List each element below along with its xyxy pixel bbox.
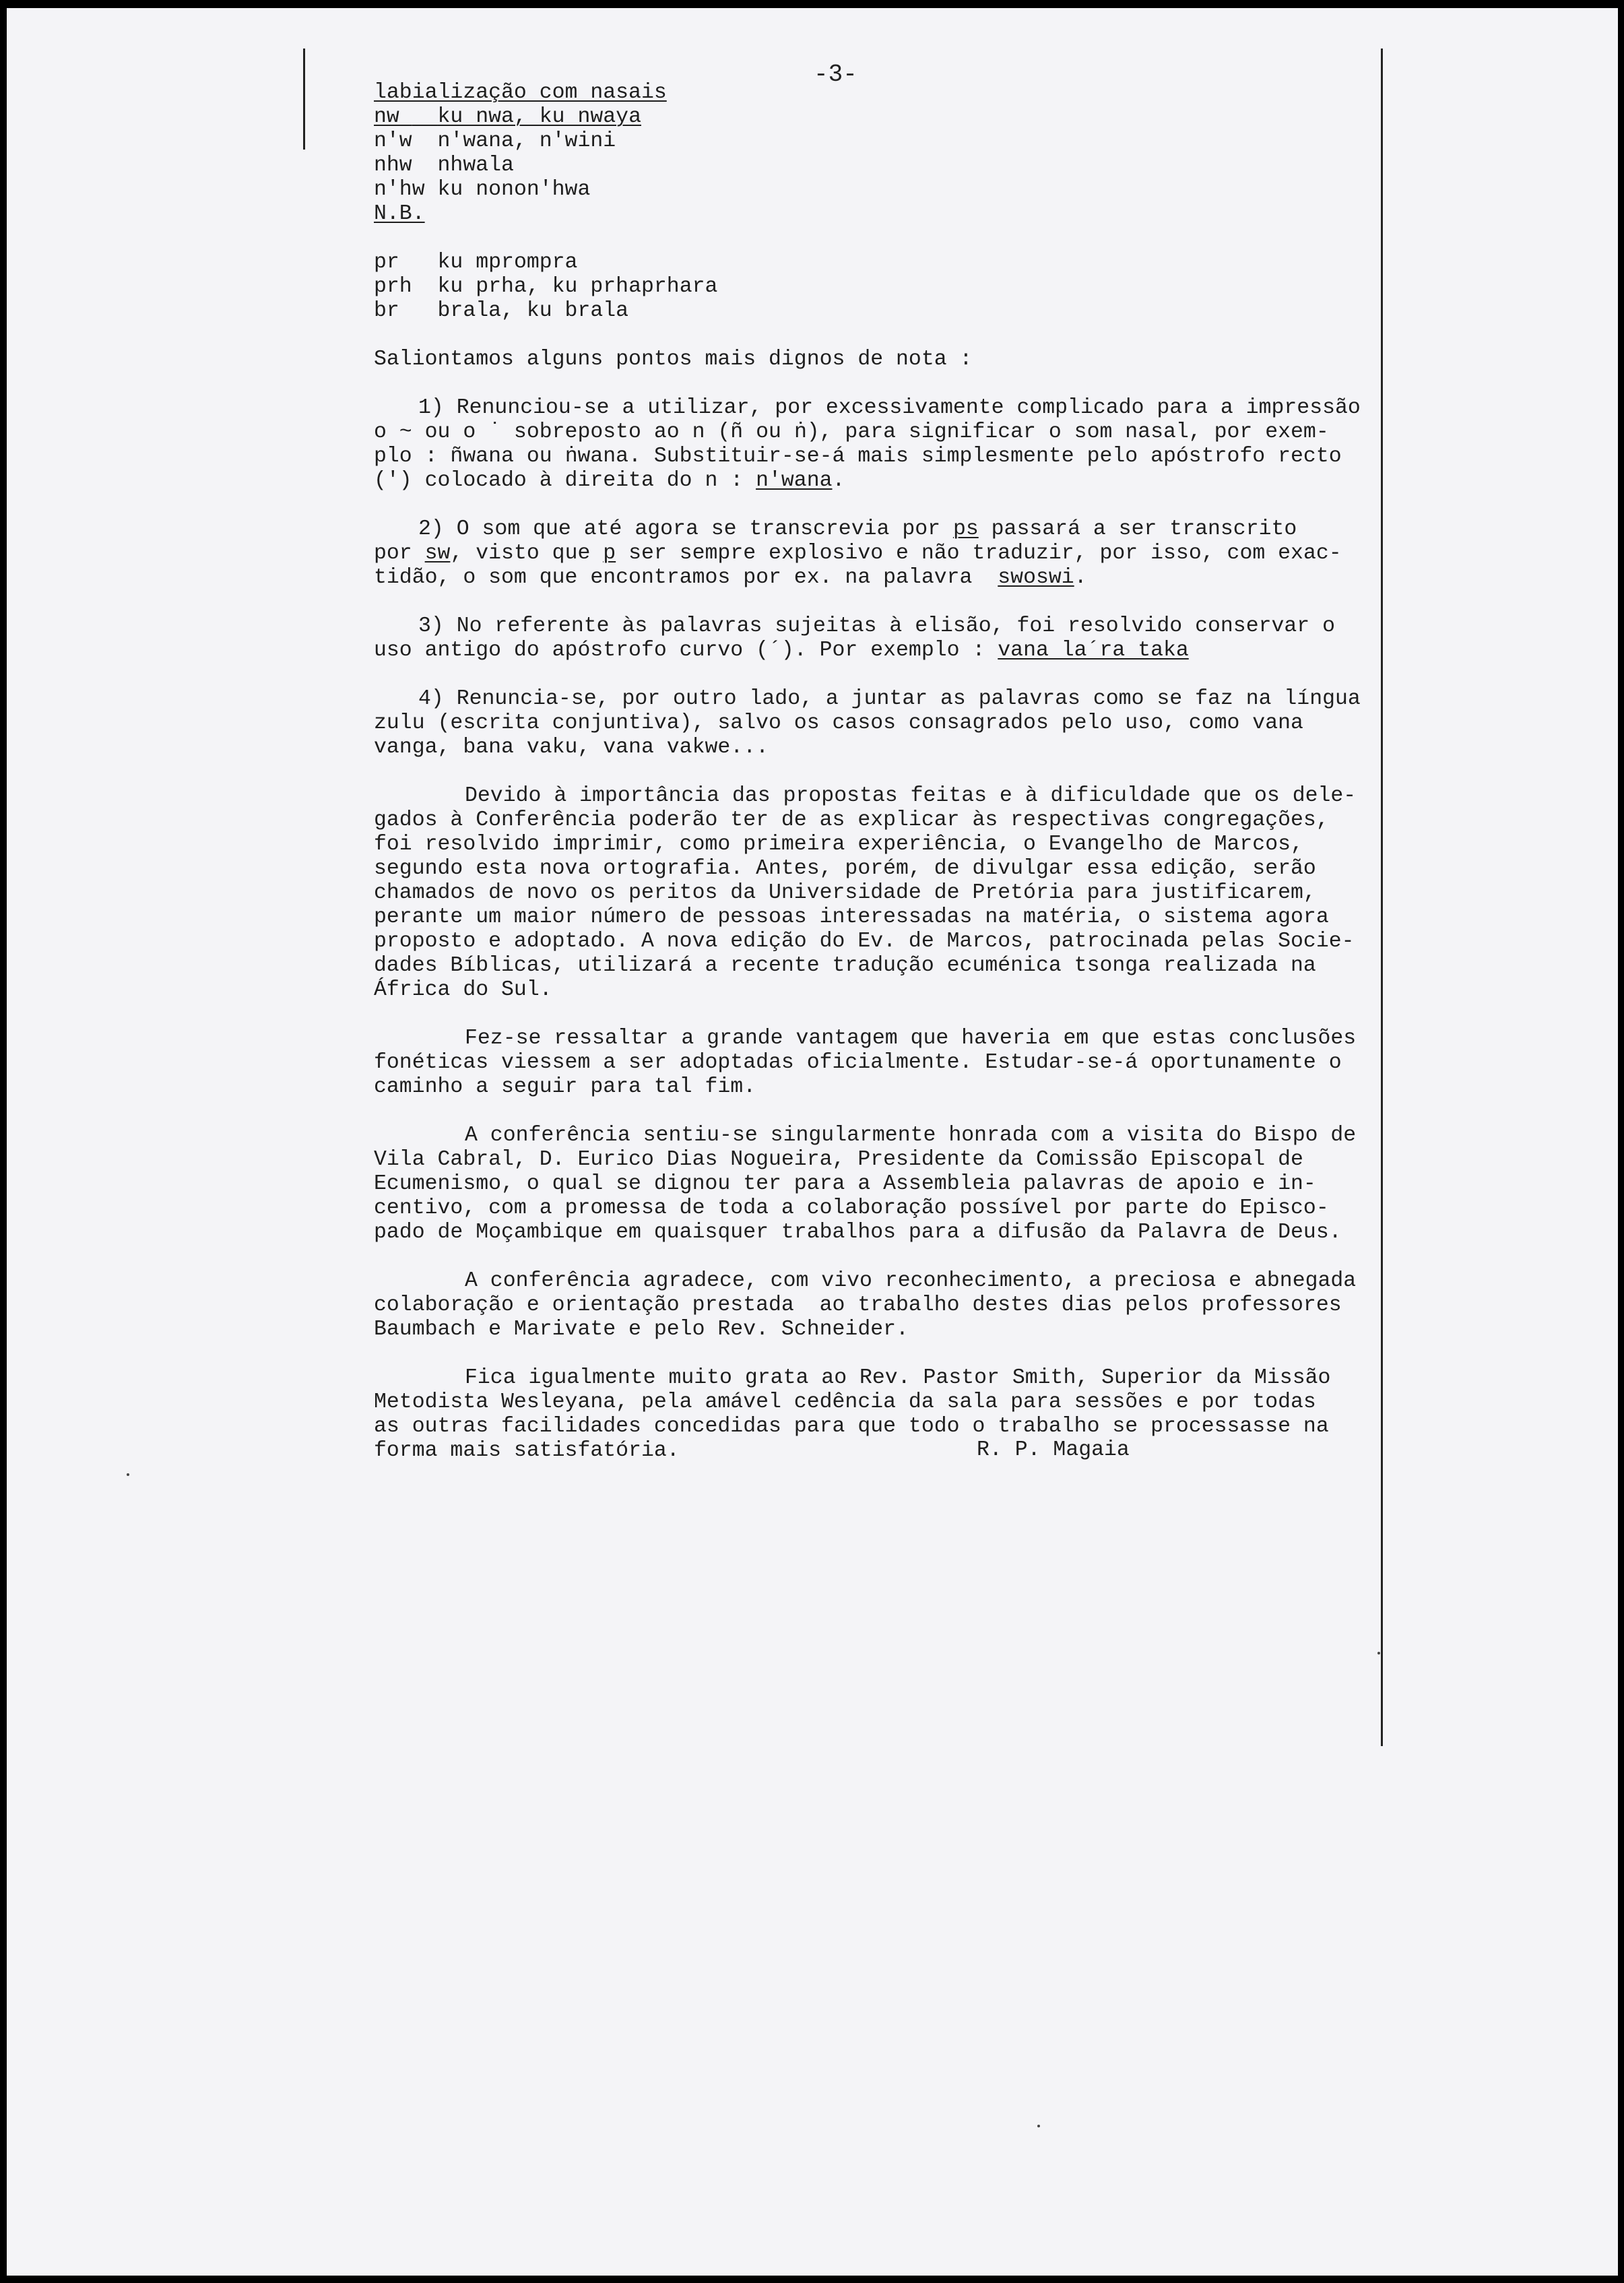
nb-row: br brala, ku brala <box>374 299 629 323</box>
intro-text: Saliontamos alguns pontos mais dignos de nota : <box>374 348 973 371</box>
text-line: 4) Renuncia-se, por outro lado, a juntar as palavras como se faz na língua <box>418 687 1361 711</box>
text-line: Devido à importância das propostas feitas e à dificuldade que os dele- <box>465 784 1357 808</box>
text-line: chamados de novo os peritos da Universidade de Pretória para justificarem, <box>374 881 1316 905</box>
labial-row: nhw nhwala <box>374 154 514 177</box>
text-line: caminho a seguir para tal fim. <box>374 1075 756 1099</box>
signature: R. P. Magaia <box>977 1438 1130 1462</box>
paragraph-importancia <box>374 784 1357 1002</box>
text-line: centivo, com a promessa de toda a colaboração possível por parte do Episco- <box>374 1196 1329 1220</box>
text-line: foi resolvido imprimir, como primeira experiência, o Evangelho de Marcos, <box>374 833 1303 856</box>
text-line: uso antigo do apóstrofo curvo (´). Por exemplo : vana la´ra taka <box>374 639 1189 662</box>
point-4 <box>374 687 1361 760</box>
text-line: gados à Conferência poderão ter de as explicar às respectivas congregações, <box>374 808 1329 832</box>
text-line: A conferência sentiu-se singularmente honrada com a visita do Bispo de <box>465 1124 1357 1147</box>
labial-heading: labialização com nasais <box>374 81 667 104</box>
text-line: fonéticas viessem a ser adoptadas oficialmente. Estudar-se-á oportunamente o <box>374 1051 1342 1074</box>
point-2 <box>374 517 1342 590</box>
text-line: Fez-se ressaltar a grande vantagem que haveria em que estas conclusões <box>465 1027 1357 1050</box>
nb-row: prh ku prha, ku prhaprhara <box>374 275 718 298</box>
paper-speck <box>1377 1652 1380 1654</box>
nb-label: N.B. <box>374 202 425 226</box>
document-body <box>374 81 1361 1463</box>
left-margin-line <box>303 49 305 150</box>
text-line: Metodista Wesleyana, pela amável cedência da sala para sessões e por todas <box>374 1390 1316 1414</box>
labial-row: n'w n'wana, n'wini <box>374 129 616 153</box>
paper-speck <box>1037 2125 1040 2127</box>
right-margin-line <box>1381 49 1383 1746</box>
paragraph-agradece <box>374 1269 1357 1342</box>
document-page <box>7 8 1618 2276</box>
text-line: 1) Renunciou-se a utilizar, por excessivamente complicado para a impressão <box>418 396 1361 420</box>
text-line: proposto e adoptado. A nova edição do Ev. de Marcos, patrocinada pelas Socie- <box>374 930 1355 953</box>
text-line: 3) No referente às palavras sujeitas à elisão, foi resolvido conservar o <box>418 614 1336 638</box>
page-number: -3- <box>814 61 857 88</box>
text-line: vanga, bana vaku, vana vakwe... <box>374 736 769 759</box>
text-line: o ~ ou o ˙ sobreposto ao n (ñ ou ṅ), para significar o som nasal, por exem- <box>374 420 1329 444</box>
point-3 <box>374 614 1336 663</box>
text-line: as outras facilidades concedidas para que todo o trabalho se processasse na <box>374 1415 1329 1438</box>
paragraph-vantagem <box>374 1027 1357 1099</box>
text-line: Vila Cabral, D. Eurico Dias Nogueira, Presidente da Comissão Episcopal de <box>374 1148 1303 1171</box>
nb-row: pr ku mprompra <box>374 251 578 274</box>
text-line: por sw, visto que p ser sempre explosivo e não traduzir, por isso, com exac- <box>374 542 1342 565</box>
text-line: A conferência agradece, com vivo reconhecimento, a preciosa e abnegada <box>465 1269 1357 1293</box>
point-1 <box>374 396 1361 493</box>
text-line: Fica igualmente muito grata ao Rev. Pastor Smith, Superior da Missão <box>465 1366 1331 1390</box>
text-line: Ecumenismo, o qual se dignou ter para a Assembleia palavras de apoio e in- <box>374 1172 1316 1196</box>
text-line: tidão, o som que encontramos por ex. na palavra swoswi. <box>374 566 1087 589</box>
text-line: colaboração e orientação prestada ao trabalho destes dias pelos professores <box>374 1293 1342 1317</box>
labial-row: n'hw ku nonon'hwa <box>374 178 591 201</box>
text-line: dades Bíblicas, utilizará a recente tradução ecuménica tsonga realizada na <box>374 954 1316 977</box>
text-line: perante um maior número de pessoas interessadas na matéria, o sistema agora <box>374 905 1329 929</box>
paper-speck <box>127 1473 129 1476</box>
text-line: Baumbach e Marivate e pelo Rev. Schneider. <box>374 1318 909 1341</box>
text-line: (') colocado à direita do n : n'wana. <box>374 469 845 492</box>
text-line: 2) O som que até agora se transcrevia por ps passará a ser transcrito <box>418 517 1297 541</box>
labial-row: nw ku nwa, ku nwaya <box>374 105 641 129</box>
text-line: forma mais satisfatória. <box>374 1439 680 1462</box>
paragraph-grata <box>374 1366 1330 1463</box>
text-line: África do Sul. <box>374 978 552 1002</box>
text-line: plo : ñwana ou ṅwana. Substituir-se-á mais simplesmente pelo apóstrofo recto <box>374 445 1342 468</box>
text-line: segundo esta nova ortografia. Antes, porém, de divulgar essa edição, serão <box>374 857 1316 880</box>
paragraph-visita <box>374 1124 1357 1245</box>
text-line: pado de Moçambique em quaisquer trabalhos para a difusão da Palavra de Deus. <box>374 1221 1342 1244</box>
text-line: zulu (escrita conjuntiva), salvo os casos consagrados pelo uso, como vana <box>374 711 1303 735</box>
